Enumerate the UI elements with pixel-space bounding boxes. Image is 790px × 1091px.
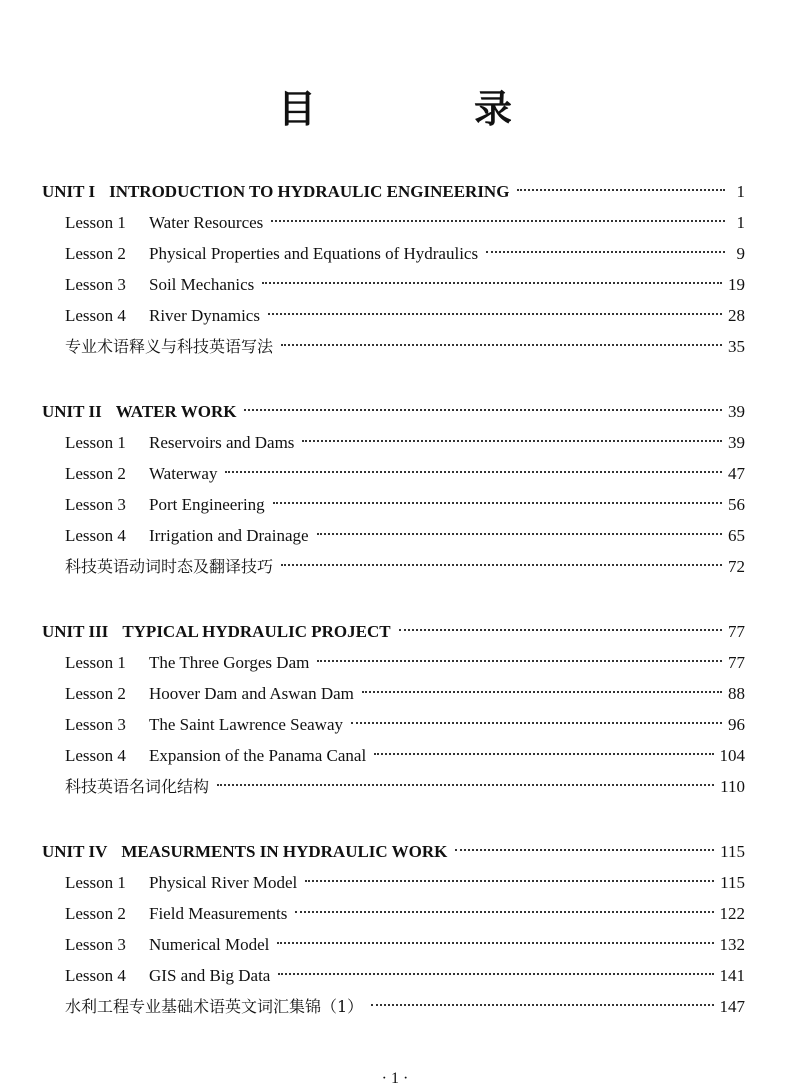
page-number: 110 [720,777,745,796]
page-number: 96 [728,715,745,734]
lesson-entry[interactable] [42,238,745,269]
lesson-entry[interactable] [42,207,745,238]
dot-leader [351,722,722,724]
lesson-entry[interactable] [42,678,745,709]
page-number: 9 [736,244,745,263]
lesson-title: River Dynamics [149,306,260,325]
page-number: 132 [719,935,745,954]
dot-leader [225,471,722,473]
lesson-label: Lesson 3 [65,935,126,954]
lesson-label: Lesson 1 [65,213,126,232]
supplement-entry[interactable] [42,551,745,582]
dot-leader [371,1004,713,1006]
unit-name: WATER WORK [115,402,237,421]
lesson-entry[interactable] [42,458,745,489]
dot-leader [277,942,713,944]
dot-leader [281,344,722,346]
lesson-title: Port Engineering [149,495,265,514]
dot-leader [268,313,722,315]
dot-leader [455,849,714,851]
lesson-entry[interactable] [42,867,745,898]
lesson-title: Reservoirs and Dams [149,433,295,452]
dot-leader [217,784,714,786]
footer-page-number: · 1 · [381,1070,409,1087]
lesson-label: Lesson 4 [65,746,126,765]
dot-leader [273,502,722,504]
dot-leader [305,880,714,882]
lesson-entry[interactable] [42,647,745,678]
page-number: 1 [736,182,745,201]
page-number: 77 [728,653,745,672]
lesson-entry[interactable] [42,520,745,551]
unit-label: UNIT IV [42,842,108,861]
unit-label: UNIT I [42,182,96,201]
unit-section-3 [42,616,745,802]
lesson-label: Lesson 1 [65,873,126,892]
page-number: 72 [728,557,745,576]
lesson-entry[interactable] [42,300,745,331]
lesson-label: Lesson 3 [65,495,126,514]
lesson-entry[interactable] [42,740,745,771]
page-number: 19 [728,275,745,294]
unit-label: UNIT III [42,622,109,641]
dot-leader [517,189,725,191]
supplement-title: 水利工程专业基础术语英文词汇集锦（1） [65,997,364,1016]
page-number: 1 [736,213,745,232]
lesson-label: Lesson 1 [65,433,126,452]
page-number: 39 [728,402,745,421]
supplement-title: 科技英语名词化结构 [65,777,210,796]
lesson-title: Physical River Model [149,873,298,892]
dot-leader [262,282,722,284]
unit-heading[interactable] [42,396,745,427]
page-title: 目 录 [277,87,572,131]
lesson-title: Hoover Dam and Aswan Dam [149,684,354,703]
supplement-entry[interactable] [42,771,745,802]
page-number: 77 [728,622,745,641]
lesson-label: Lesson 2 [65,904,126,923]
page-number: 88 [728,684,745,703]
lesson-title: The Saint Lawrence Seaway [149,715,343,734]
lesson-title: Expansion of the Panama Canal [149,746,367,765]
lesson-label: Lesson 4 [65,306,126,325]
lesson-title: Physical Properties and Equations of Hydraulics [149,244,479,263]
lesson-title: Water Resources [149,213,264,232]
lesson-title: Numerical Model [149,935,270,954]
lesson-label: Lesson 2 [65,464,126,483]
dot-leader [244,409,722,411]
dot-leader [486,251,725,253]
dot-leader [278,973,713,975]
page-number: 56 [728,495,745,514]
dot-leader [295,911,713,913]
page-number: 147 [719,997,745,1016]
lesson-title: GIS and Big Data [149,966,271,985]
lesson-entry[interactable] [42,269,745,300]
lesson-label: Lesson 1 [65,653,126,672]
lesson-title: Waterway [149,464,218,483]
unit-heading[interactable] [42,616,745,647]
lesson-label: Lesson 2 [65,244,126,263]
lesson-entry[interactable] [42,898,745,929]
unit-label: UNIT II [42,402,102,421]
lesson-entry[interactable] [42,929,745,960]
unit-heading[interactable] [42,836,745,867]
page-number: 65 [728,526,745,545]
lesson-title: The Three Gorges Dam [149,653,310,672]
page-number: 28 [728,306,745,325]
lesson-label: Lesson 3 [65,275,126,294]
page-number: 104 [719,746,745,765]
dot-leader [399,629,722,631]
page-number: 122 [719,904,745,923]
lesson-title: Irrigation and Drainage [149,526,309,545]
lesson-label: Lesson 3 [65,715,126,734]
lesson-entry[interactable] [42,489,745,520]
lesson-entry[interactable] [42,960,745,991]
page-number: 115 [720,873,745,892]
lesson-entry[interactable] [42,709,745,740]
page-number: 39 [728,433,745,452]
lesson-title: Field Measurements [149,904,288,923]
table-of-contents [42,176,745,1056]
supplement-entry[interactable] [42,331,745,362]
unit-name: TYPICAL HYDRAULIC PROJECT [122,622,391,641]
lesson-label: Lesson 2 [65,684,126,703]
dot-leader [271,220,725,222]
page-number: 47 [728,464,745,483]
page-number: 115 [720,842,745,861]
lesson-title: Soil Mechanics [149,275,255,294]
unit-section-1 [42,176,745,362]
supplement-title: 科技英语动词时态及翻译技巧 [65,557,274,576]
unit-name: MEASURMENTS IN HYDRAULIC WORK [121,842,448,861]
page-number: 35 [728,337,745,356]
unit-heading[interactable] [42,176,745,207]
unit-name: INTRODUCTION TO HYDRAULIC ENGINEERING [109,182,510,201]
dot-leader [317,533,722,535]
unit-section-2 [42,396,745,582]
supplement-entry[interactable] [42,991,745,1022]
unit-section-4 [42,836,745,1022]
page-number: 141 [719,966,745,985]
lesson-label: Lesson 4 [65,526,126,545]
supplement-title: 专业术语释义与科技英语写法 [65,337,274,356]
dot-leader [317,660,722,662]
dot-leader [362,691,722,693]
lesson-label: Lesson 4 [65,966,126,985]
lesson-entry[interactable] [42,427,745,458]
dot-leader [302,440,722,442]
dot-leader [281,564,722,566]
dot-leader [374,753,713,755]
